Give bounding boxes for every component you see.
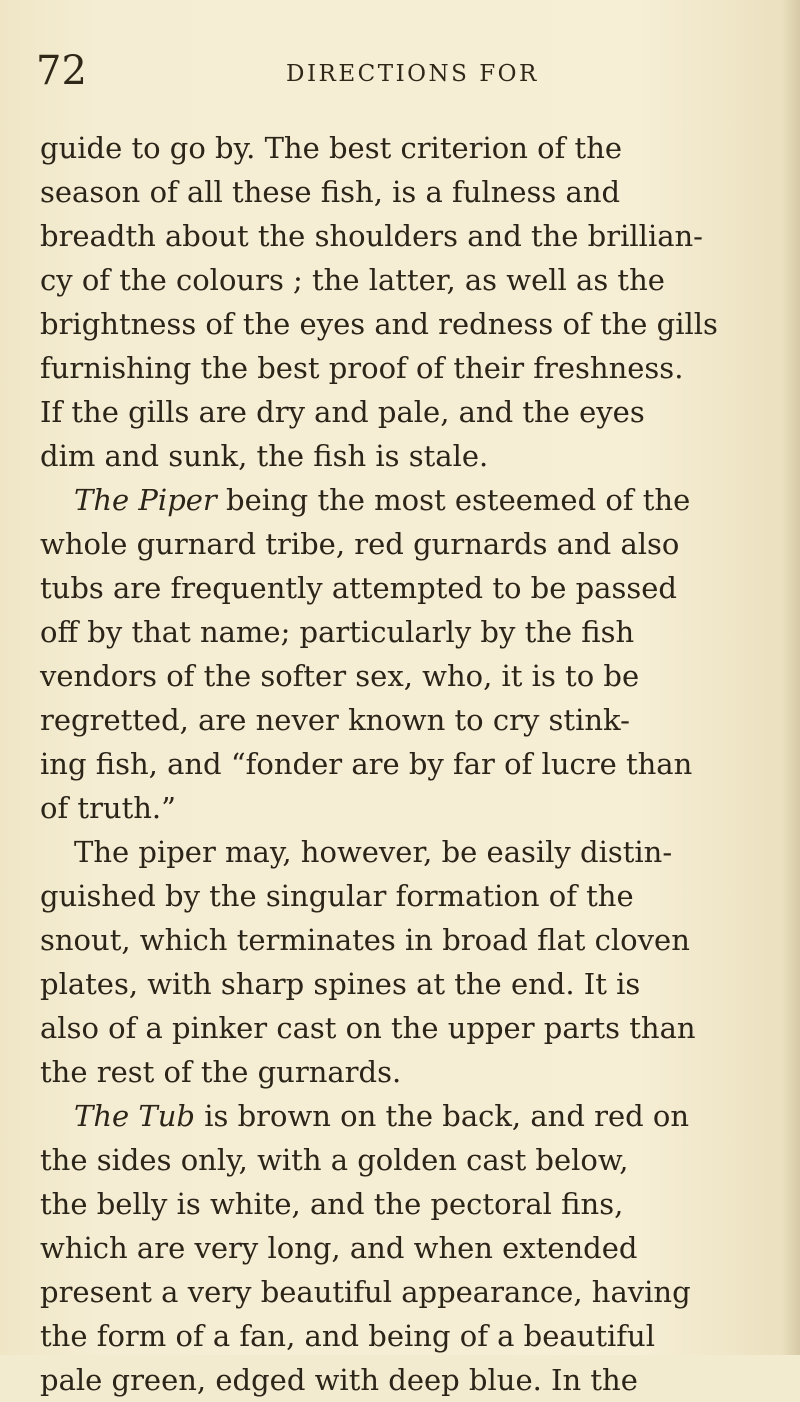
text-line — [40, 1138, 740, 1182]
text-line — [40, 302, 740, 346]
text-line — [40, 918, 740, 962]
text-line — [40, 522, 740, 566]
line-text: is brown on the back, and red on — [194, 1099, 690, 1133]
line-text: tubs are frequently attempted to be passed — [40, 571, 677, 605]
line-text: If the gills are dry and pale, and the eyes — [40, 395, 645, 429]
line-text: being the most esteemed of the — [216, 483, 691, 517]
line-text: the form of a fan, and being of a beautiful — [40, 1319, 655, 1353]
text-line — [40, 566, 740, 610]
text-line — [40, 214, 740, 258]
line-text: plates, with sharp spines at the end. It is — [40, 967, 641, 1001]
line-text: ing fish, and “fonder are by far of lucre than — [40, 747, 693, 781]
text-line — [40, 1314, 740, 1358]
text-line — [40, 830, 740, 874]
text-line — [40, 786, 740, 830]
text-line — [40, 434, 740, 478]
text-line — [40, 962, 740, 1006]
line-text: brightness of the eyes and redness of the gills — [40, 307, 718, 341]
line-text: the rest of the gurnards. — [40, 1055, 402, 1089]
text-line — [40, 170, 740, 214]
text-line — [40, 1358, 740, 1402]
text-line — [40, 742, 740, 786]
running-head: DIRECTIONS FOR — [286, 61, 539, 87]
line-text: whole gurnard tribe, red gurnards and also — [40, 527, 680, 561]
line-text: dim and sunk, the fish is stale. — [40, 439, 489, 473]
line-text: furnishing the best proof of their freshness. — [40, 351, 684, 385]
text-line — [40, 258, 740, 302]
line-text: cy of the colours ; the latter, as well as the — [40, 263, 665, 297]
line-text: guished by the singular formation of the — [40, 879, 634, 913]
text-line — [40, 1270, 740, 1314]
line-text: pale green, edged with deep blue. In the — [40, 1363, 638, 1397]
line-text: regretted, are never known to cry stink- — [40, 703, 630, 737]
text-line — [40, 698, 740, 742]
body-text — [40, 126, 740, 1402]
text-line — [40, 390, 740, 434]
line-text: which are very long, and when extended — [40, 1231, 638, 1265]
line-text: snout, which terminates in broad flat cloven — [40, 923, 690, 957]
italic-term: The Piper — [74, 483, 217, 517]
line-text: breadth about the shoulders and the brillian- — [40, 219, 703, 253]
line-text: the belly is white, and the pectoral fins, — [40, 1187, 624, 1221]
line-text: the sides only, with a golden cast below, — [40, 1143, 629, 1177]
line-text: present a very beautiful appearance, having — [40, 1275, 691, 1309]
line-text: of truth.” — [40, 791, 176, 825]
line-text: guide to go by. The best criterion of the — [40, 131, 623, 165]
page-header — [36, 46, 736, 96]
line-text: season of all these fish, is a fulness and — [40, 175, 621, 209]
page-number: 72 — [36, 48, 87, 94]
line-text: off by that name; particularly by the fish — [40, 615, 635, 649]
italic-term: The Tub — [74, 1099, 195, 1133]
text-line — [40, 1006, 740, 1050]
text-line — [40, 874, 740, 918]
text-line — [40, 1050, 740, 1094]
text-line — [40, 1182, 740, 1226]
line-text: also of a pinker cast on the upper parts than — [40, 1011, 696, 1045]
text-line — [40, 478, 740, 522]
text-line — [40, 346, 740, 390]
line-text: vendors of the softer sex, who, it is to be — [40, 659, 640, 693]
page-edge-shadow — [782, 0, 800, 1355]
text-line — [40, 610, 740, 654]
text-line — [40, 1226, 740, 1270]
text-line — [40, 126, 740, 170]
line-text: The piper may, however, be easily distin- — [74, 835, 673, 869]
text-line — [40, 654, 740, 698]
text-line — [40, 1094, 740, 1138]
